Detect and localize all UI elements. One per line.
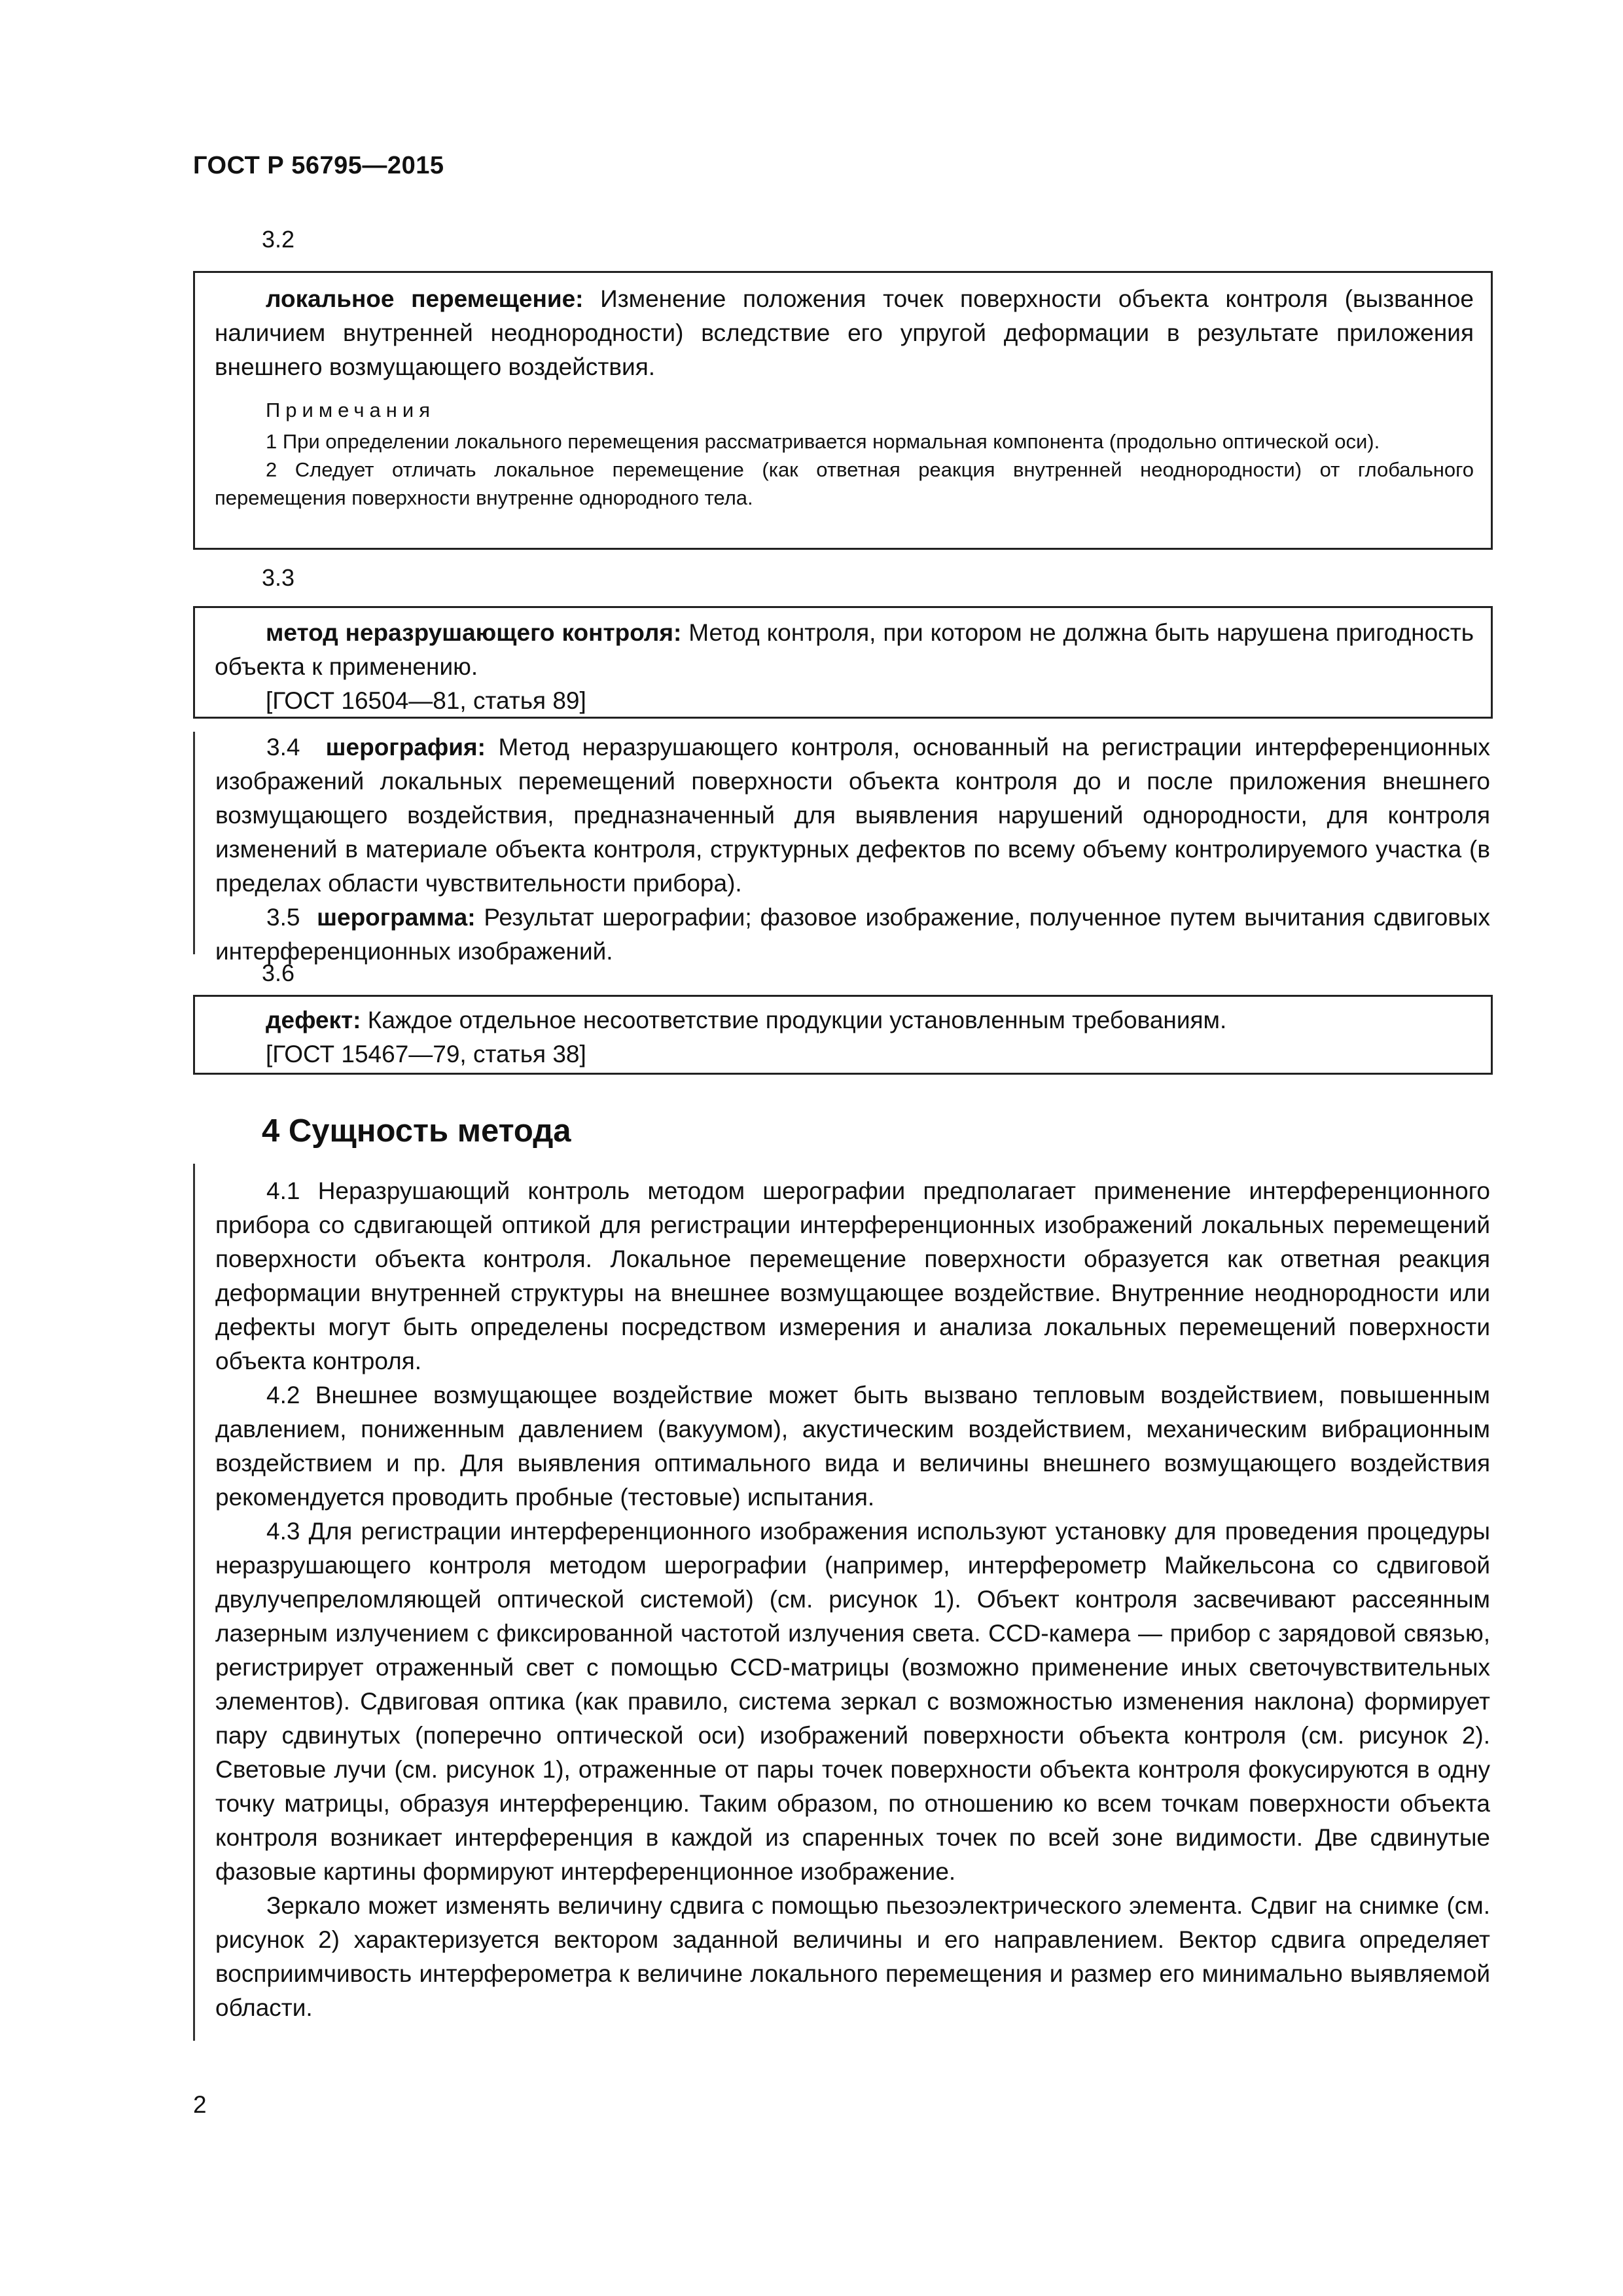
- term-box-3-3: [193, 606, 1493, 719]
- term-3-3: метод неразрушающего контроля:: [266, 619, 682, 646]
- document-header: ГОСТ Р 56795—2015: [193, 152, 444, 179]
- reference-3-3: [ГОСТ 16504—81, статья 89]: [266, 687, 586, 714]
- term-box-3-2: [193, 271, 1493, 550]
- definition-3-6: Каждое отдельное несоответствие продукции установленным требованиям.: [361, 1007, 1227, 1033]
- term-definition-3-6: [215, 1003, 1474, 1037]
- term-definition-3-2: [215, 282, 1474, 384]
- page-number: 2: [193, 2091, 207, 2118]
- paragraph-4-2: 4.2 Внешнее возмущающее воздействие может быть вызвано тепловым воздействием, повышенным давлением, пониженным давлением (вакуумом), акустическим воздействием, механическим вибрационным воздействием и пр. Для выявления оптимального вида и величины внешнего возмущающего воздействия рекомендуется проводить пробные (тестовые) испытания.: [215, 1382, 1490, 1511]
- term-definition-3-5: [215, 901, 1490, 969]
- definition-3-3: Метод контроля, при котором не должна быть нарушена пригодность объекта к применению.: [215, 619, 1474, 680]
- term-number-3-3: 3.3: [262, 564, 295, 591]
- term-3-5: шерограмма:: [317, 904, 476, 931]
- term-number-3-6: 3.6: [262, 960, 295, 986]
- definition-3-5: Результат шерографии; фазовое изображение, полученное путем вычитания сдвиговых интерференционных изображений.: [215, 904, 1491, 965]
- note-2: 2 Следует отличать локальное перемещение (как ответная реакция внутренней неоднородности) от глобального перемещения поверхности внутренне однородного тела.: [215, 458, 1474, 509]
- term-number-3-4: 3.4: [266, 734, 300, 761]
- paragraph-4-3: 4.3 Для регистрации интерференционного изображения используют установку для проведения процедуры неразрушающего контроля методом шерографии (например, интерферометр Майкельсона со сдвиговой двулучепреломляющей оптической системой) (см. рисунок 1). Объект контроля засвечивают рассеянным лазерным излучением с фиксированной частотой излучения света. CCD-камера — прибор с зарядовой связью, регистрирует отраженный свет с помощью CCD-матрицы (возможно применение иных светочувствительных элементов). Сдвиговая оптика (как правило, система зеркал с возможностью изменения наклона) формирует пару сдвинутых (поперечно оптической оси) изображений поверхности объекта контроля (см. рисунок 2). Световые лучи (см. рисунок 1), отраженные от пары точек поверхности объекта контроля фокусируются в одну точку матрицы, образуя интерференцию. Таким образом, по отношению ко всем точкам поверхности объекта контроля возникает интерференция в каждой из спаренных точек по всей зоне видимости. Две сдвинутые фазовые картины формируют интерференционное изображение.: [215, 1518, 1490, 1885]
- notes-title: Примечания: [266, 399, 435, 422]
- section-4-body: [193, 1174, 1493, 2025]
- section-title: 4 Сущность метода: [262, 1113, 571, 1149]
- reference-3-6: [ГОСТ 15467—79, статья 38]: [266, 1041, 586, 1067]
- term-3-6: дефект:: [266, 1007, 361, 1033]
- term-number-3-2: 3.2: [262, 226, 295, 253]
- paragraph-4-3-cont: Зеркало может изменять величину сдвига с помощью пьезоэлектрического элемента. Сдвиг на снимке (см. рисунок 2) характеризуется вектором заданной величины и его направлением. Вектор сдвига определяет восприимчивость интерферометра к величине локального перемещения и размер его минимально выявляемой области.: [215, 1892, 1490, 2021]
- definition-3-4: Метод неразрушающего контроля, основанный на регистрации интерференционных изображений локальных перемещений поверхности объекта контроля до и после приложения внешнего возмущающего воздействия, предназначенный для выявления нарушений однородности, для контроля изменений в материале объекта контроля, структурных дефектов по всему объему контролируемого участка (в пределах области чувствительности прибора).: [215, 734, 1491, 897]
- note-1: 1 При определении локального перемещения рассматривается нормальная компонента (продольно оптической оси).: [266, 430, 1380, 453]
- term-definition-3-3: [215, 616, 1474, 684]
- term-definition-3-4: [215, 730, 1490, 901]
- term-number-3-5: 3.5: [266, 904, 300, 931]
- definition-3-2: Изменение положения точек поверхности объекта контроля (вызванное наличием внутренней неоднородности) вследствие его упругой деформации в результате приложения внешнего возмущающего воздействия.: [215, 285, 1474, 380]
- term-3-2: локальное перемещение:: [266, 285, 584, 312]
- paragraph-4-1: 4.1 Неразрушающий контроль методом шерографии предполагает применение интерференционного прибора со сдвигающей оптикой для регистрации интерференционных изображений локальных перемещений поверхности объекта контроля. Локальное перемещение поверхности образуется как ответная реакция деформации внутренней структуры на внешнее возмущающее воздействие. Внутренние неоднородности или дефекты могут быть определены посредством измерения и анализа локальных перемещений поверхности объекта контроля.: [215, 1177, 1490, 1374]
- term-3-4: шерография:: [325, 734, 486, 761]
- term-box-3-6: [193, 995, 1493, 1075]
- terms-3-4-3-5: [193, 730, 1493, 969]
